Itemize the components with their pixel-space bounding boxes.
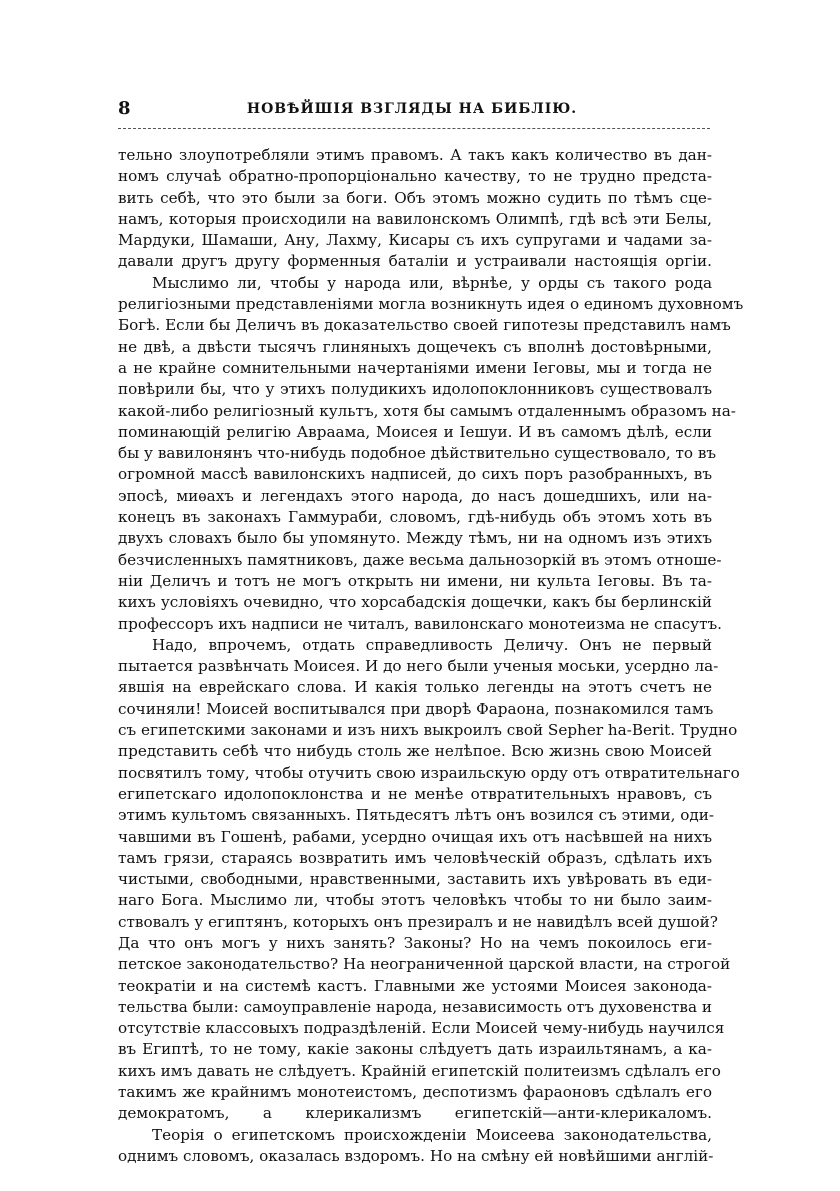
text-line: ствовалъ у египтянъ, которыхъ онъ презиралъ и не навидѣлъ всей душой? [118,912,718,931]
text-line: египетскаго идолопоклонства и не менѣе отвратительныхъ нравовъ, съ [118,784,712,803]
text-line: религіозными представленіями могла возникнуть идея о единомъ духовномъ [118,295,744,314]
text-line: пытается развѣнчать Моисея. И до него были ученыя моськи, усердно ла- [118,657,719,676]
text-line: поминающій религію Авраама, Моисея и Іешуи. И въ самомъ дѣлѣ, если [118,422,712,441]
text-line: Надо, впрочемъ, отдать справедливость Деличу. Онъ не первый [152,635,712,654]
text-line: бы у вавилонянъ что-нибудь подобное дѣйствительно существовало, то въ [118,444,717,463]
running-title: НОВѢЙШІЯ ВЗГЛЯДЫ НА БИБЛІЮ. [246,101,578,117]
text-line: сочиняли! Моисей воспитывался при дворѣ Фараона, познакомился тамъ [118,699,714,718]
text-line: такимъ же крайнимъ монотеистомъ, деспотизмъ фараоновъ сдѣлалъ его [118,1083,712,1102]
text-line: демократомъ, а клерикализмъ египетскій—анти-клерикаломъ. [118,1104,712,1123]
text-line: давали другъ другу форменныя баталіи и устраивали настоящія оргіи. [118,252,712,271]
text-line: Мардуки, Шамаши, Ану, Лахму, Кисары съ ихъ супругами и чадами за- [118,231,712,250]
text-line: огромной массѣ вавилонскихъ надписей, до сихъ поръ разобранныхъ, въ [118,465,712,484]
text-line: теократіи и на системѣ кастъ. Главными же устоями Моисея законода- [118,976,712,995]
text-line: явшія на еврейскаго слова. И какія только легенды на этотъ счетъ не [118,678,712,697]
text-line: ніи Деличъ и тотъ не могъ открыть ни имени, ни культа Іеговы. Въ та- [118,571,712,590]
text-line: эпосѣ, миѳахъ и легендахъ этого народа, до насъ дошедшихъ, или на- [118,486,712,505]
text-line: Теорія о египетскомъ происхожденіи Моисеева законодательства, [152,1125,712,1144]
text-line: безчисленныхъ памятниковъ, даже весьма дальнозоркій въ этомъ отноше- [118,550,722,569]
text-line: Богѣ. Если бы Деличъ въ доказательство своей гипотезы представилъ намъ [118,316,731,335]
text-line: конецъ въ законахъ Гаммураби, словомъ, гдѣ-нибудь объ этомъ хоть въ [118,508,712,527]
text-line: чистыми, свободными, нравственными, заставить ихъ увѣровать въ еди- [118,870,712,889]
text-line: петское законодательство? На неограниченной царской власти, на строгой [118,955,731,974]
body-text [118,145,744,1167]
text-line: Да что онъ могъ у нихъ занять? Законы? Но на чемъ покоилось еги- [118,933,712,952]
text-line: съ египетскими законами и изъ нихъ выкроилъ свой Sepher ha-Berit. Трудно [118,721,738,740]
text-line: этимъ культомъ связанныхъ. Пятьдесятъ лѣтъ онъ возился съ этими, оди- [118,806,715,825]
text-line: тамъ грязи, стараясь возвратить имъ человѣческій образъ, сдѣлать ихъ [118,848,712,867]
text-line: не двѣ, а двѣсти тысячъ глиняныхъ дощечекъ съ вполнѣ достовѣрными, [118,337,712,356]
text-line: представить себѣ что нибудь столь же нелѣпое. Всю жизнь свою Моисей [118,742,712,761]
text-line: а не крайне сомнительными начертаніями имени Іеговы, мы и тогда не [118,358,712,377]
text-line: кихъ условіяхъ очевидно, что хорсабадскія дощечки, какъ бы берлинскій [118,593,712,612]
text-line: кихъ имъ давать не слѣдуетъ. Крайній египетскій политеизмъ сдѣлалъ его [118,1061,721,1080]
text-line: повѣрили бы, что у этихъ полудикихъ идолопоклонниковъ существовалъ [118,380,712,399]
text-line: какой-либо религіозный культъ, хотя бы самымъ отдаленнымъ образомъ на- [118,401,736,420]
text-line: тельства были: самоуправленіе народа, независимость отъ духовенства и [118,997,712,1016]
text-line: чавшими въ Гошенѣ, рабами, усердно очищая ихъ отъ насѣвшей на нихъ [118,827,712,846]
text-line: наго Бога. Мыслимо ли, чтобы этотъ человѣкъ чтобы то ни было заим- [118,891,712,910]
text-line: номъ случаѣ обратно-пропорціонально качеству, то не трудно предста- [118,167,712,186]
text-line: въ Египтѣ, то не тому, какіе законы слѣдуетъ дать израильтянамъ, а ка- [118,1040,712,1059]
text-line: посвятилъ тому, чтобы отучить свою израильскую орду отъ отвратительнаго [118,763,740,782]
text-line: вить себѣ, что это были за боги. Объ этомъ можно судить по тѣмъ сце- [118,188,712,207]
text-line: профессоръ ихъ надписи не читалъ, вавилонскаго монотеизма не спасутъ. [118,614,723,633]
text-line: отсутствіе классовыхъ подраздѣленій. Если Моисей чему-нибудь научился [118,1019,725,1038]
text-line: Мыслимо ли, чтобы у народа или, вѣрнѣе, у орды съ такого рода [152,273,712,292]
text-line: тельно злоупотребляли этимъ правомъ. А такъ какъ количество въ дан- [118,146,712,164]
page-header [112,98,712,128]
text-line: однимъ словомъ, оказалась вздоромъ. Но на смѣну ей новѣйшими англій- [118,1146,714,1165]
header-rule [118,128,710,129]
text-line: намъ, которыя происходили на вавилонскомъ Олимпѣ, гдѣ всѣ эти Белы, [118,209,712,228]
text-line: двухъ словахъ было бы упомянуто. Между тѣмъ, ни на одномъ изъ этихъ [118,529,712,548]
page-number: 8 [118,98,131,119]
